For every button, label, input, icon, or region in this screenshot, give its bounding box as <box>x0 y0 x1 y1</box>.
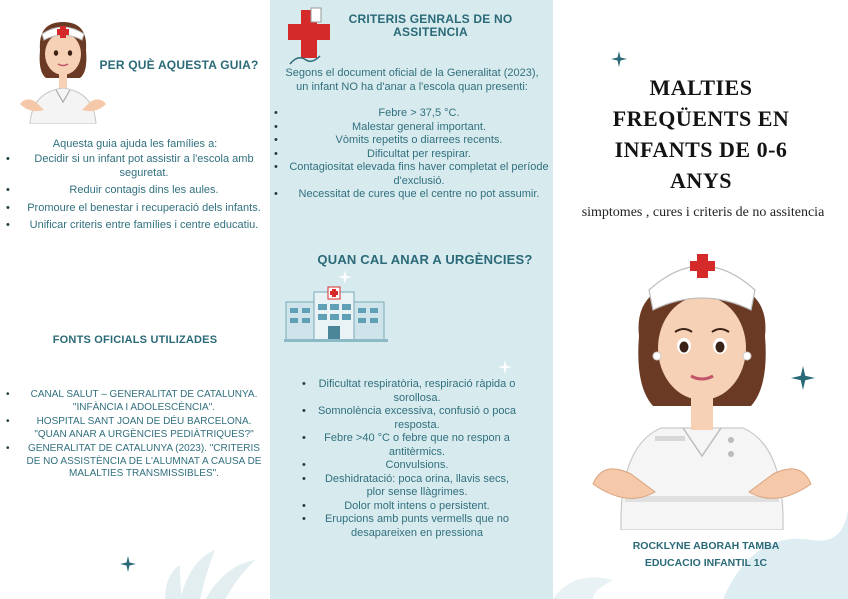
hospital-building-icon <box>284 286 388 342</box>
sparkle-icon <box>120 556 136 572</box>
why-intro: Aquesta guia ajuda les famílies a: <box>52 138 218 150</box>
urgent-list <box>298 378 518 540</box>
list-item: • Malestar general important. <box>270 121 550 135</box>
list-item: • Dificultat respiratòria, respiració ràpida o sorollosa. <box>298 378 518 405</box>
sparkle-icon <box>611 51 627 67</box>
title-line: FREQÜENTS EN <box>612 106 790 131</box>
sparkle-icon <box>498 360 512 374</box>
criteria-intro: Segons el document oficial de la Generalitat (2023), un infant NO ha d'anar a l'escola quan presenti: <box>285 67 539 93</box>
nurse-illustration <box>591 246 813 530</box>
list-item: • Deshidratació: poca orina, llavis secs, plor sense llàgrimes. <box>298 473 518 500</box>
criteria-list <box>270 107 550 202</box>
list-item: • Somnolència excessiva, confusió o poca resposta. <box>298 405 518 432</box>
list-item: • Decidir si un infant pot assistir a l'escola amb seguretat. <box>2 153 268 180</box>
criteria-heading: CRITERIS GENRALS DE NO ASSITENCIA <box>348 12 513 39</box>
panel-left <box>0 0 270 599</box>
author-name: ROCKLYNE ABORAH TAMBA <box>632 540 780 552</box>
list-item: • GENERALITAT DE CATALUNYA (2023). "CRITERIS DE NO ASSISTÈNCIA DE L'ALUMNAT A CAUSA DE MALALTIES TRANSMISSIBLES". <box>2 443 268 481</box>
why-heading: PER QUÈ AQUESTA GUIA? <box>99 58 259 72</box>
title-line: ANYS <box>670 168 732 193</box>
nurse-portrait-icon <box>18 6 108 124</box>
list-item: • Dificultat per respirar. <box>270 148 550 162</box>
list-item: • Reduir contagis dins les aules. <box>2 184 268 198</box>
list-item: • Contagiositat elevada fins haver completat el període d'exclusió. <box>270 161 550 188</box>
list-item: • Unificar criteris entre famílies i centre educatiu. <box>2 219 268 233</box>
panel-right <box>553 0 848 599</box>
list-item: • Promoure el benestar i recuperació dels infants. <box>2 202 268 216</box>
list-item: • Convulsions. <box>298 459 518 473</box>
sparkle-icon <box>338 270 352 284</box>
list-item: • HOSPITAL SANT JOAN DE DÉU BARCELONA. "QUAN ANAR A URGÈNCIES PEDIÀTRIQUES?" <box>2 416 268 441</box>
list-item: • Vòmits repetits o diarrees recents. <box>270 134 550 148</box>
list-item: • Febre >40 °C o febre que no respon a antitèrmics. <box>298 432 518 459</box>
list-item: • CANAL SALUT – GENERALITAT DE CATALUNYA. "INFÀNCIA I ADOLESCÈNCIA". <box>2 389 268 414</box>
author-course: EDUCACIO INFANTIL 1C <box>644 557 768 569</box>
main-title <box>571 72 831 196</box>
why-list <box>2 153 268 233</box>
title-line: MALTIES <box>649 75 753 100</box>
urgent-heading: QUAN CAL ANAR A URGÈNCIES? <box>317 252 533 267</box>
sources-heading: FONTS OFICIALS UTILIZADES <box>52 334 218 346</box>
sources-list <box>2 389 268 481</box>
list-item: • Febre > 37,5 °C. <box>270 107 550 121</box>
panel-middle <box>270 0 553 599</box>
list-item: • Erupcions amb punts vermells que no desapareixen en pressiona <box>298 513 518 540</box>
leaf-decoration <box>160 540 270 599</box>
list-item: • Necessitat de cures que el centre no pot assumir. <box>270 188 550 202</box>
list-item: • Dolor molt intens o persistent. <box>298 500 518 514</box>
title-line: INFANTS DE 0-6 <box>614 137 788 162</box>
subtitle: simptomes , cures i criteris de no assitencia <box>581 205 825 220</box>
